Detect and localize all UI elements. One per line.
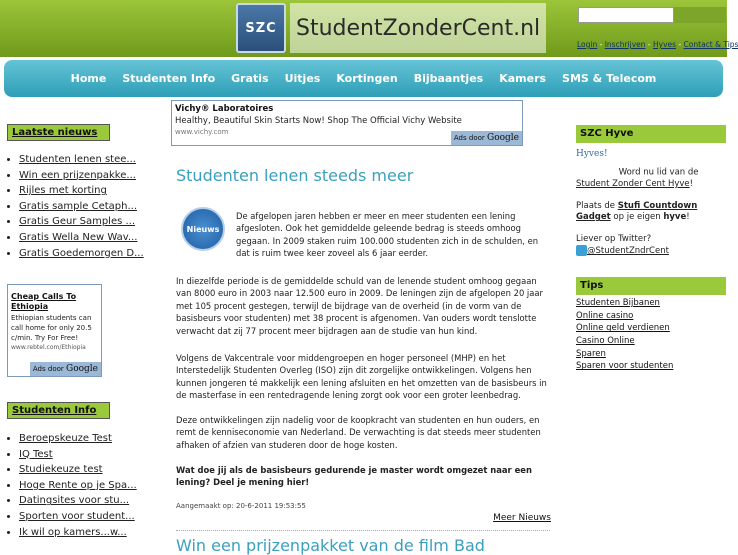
site-header [0,0,738,57]
left-ad-url[interactable]: www.rebtel.com/Ethiopia [11,344,86,351]
nav-home[interactable]: Home [70,72,107,85]
nav-bijbaantjes[interactable]: Bijbaantjes [413,72,484,85]
top-ad-title[interactable]: Vichy® Laboratoires [175,104,274,114]
list-item[interactable]: • Rijles met korting [19,183,165,199]
article-paragraph: De afgelopen jaren hebben er meer en meer studenten een lening afgesloten. Ook het gemiddelde geleende bedrag is steeds omhoog gegaan. In 2009 staken ruim 100.000 studenten zich in de schulden, en dat is ruim twee keer zoveel als 6 jaar eerder. [236,211,539,259]
gadget-link[interactable]: Stufi Countdown Gadget [576,200,698,223]
article-paragraph: In diezelfde periode is de gemiddelde schuld van de lenende student omhoog gegaan van 8000 euro in 2003 naar 12.500 euro in 2009. De leningen zijn de afgelopen 20 jaar met 105 procent gestegen, terwijl de bijdrage van de overheid (in de vorm van de basisbeurs voor studenten) met 38 procent is afgenomen. Van ouders wordt tenslotte verwacht dat zij 77 procent meer bijdragen aan de studie van hun kind. [176,276,543,336]
nav-uitjes[interactable]: Uitjes [284,72,321,85]
left-ad-title[interactable]: Cheap Calls To Ethiopia [11,292,77,311]
divider [176,530,550,531]
contact-link[interactable]: Contact & Tips [683,40,738,49]
nav-gratis[interactable]: Gratis [231,72,269,85]
list-item[interactable]: • Gratis sample Cetaph... [19,199,165,215]
nav-sms-telecom[interactable]: SMS & Telecom [562,72,657,85]
list-item[interactable]: • Ik wil op kamers...w... [19,525,137,541]
logo-text: StudentZonderCent.nl [290,3,546,53]
search-box [578,7,726,23]
twitter-icon[interactable] [576,245,587,256]
list-item[interactable]: • IQ Test [19,447,137,463]
list-item[interactable]: Sparen voor studenten [576,361,674,372]
main-article [176,166,551,555]
left-ad-text: Ethiopian students can call home for only 20.5 c/min. Try For Free! [11,314,92,342]
list-item[interactable]: • Hoge Rente op je Spa... [19,478,137,494]
list-item[interactable]: • Beroepskeuze Test [19,431,137,447]
site-logo[interactable] [236,3,546,53]
article-question[interactable]: Wat doe jij als de basisbeurs gedurende je master wordt omgezet naar een lening? Deel je mening hier! [176,465,532,488]
search-button[interactable] [674,7,726,23]
list-item[interactable]: • Gratis Goedemorgen D... [19,246,165,262]
left-ad[interactable] [7,284,102,377]
list-item[interactable]: Casino Online [576,336,635,347]
register-link[interactable]: Inschrijven [604,40,646,49]
top-ad[interactable] [171,100,523,146]
ads-by-google[interactable]: Ads door Google [451,131,522,145]
top-ad-text: Healthy, Beautiful Skin Starts Now! Shop The Official Vichy Website [175,116,462,126]
tips-list [576,297,726,373]
nav-kamers[interactable]: Kamers [499,72,547,85]
twitter-block: Liever op Twitter? @StudentZndrCent [576,233,669,257]
article-title[interactable]: Studenten lenen steeds meer [176,166,414,185]
nav-kortingen[interactable]: Kortingen [336,72,398,85]
hyves-logo-icon[interactable]: Hyves! [576,149,608,159]
right-column [576,125,726,373]
list-item[interactable]: • Studiekeuze test [19,462,137,478]
list-item[interactable]: • Sporten voor student... [19,509,137,525]
left-column [0,124,165,261]
list-item[interactable]: Online geld verdienen [576,323,670,334]
nieuws-badge-icon: Nieuws [181,207,225,251]
news-list [19,152,165,261]
hyves-link[interactable]: Hyves [653,40,677,49]
list-item[interactable]: Online casino [576,310,634,321]
list-item[interactable]: • Gratis Geur Samples ... [19,214,165,230]
list-item[interactable]: Sparen [576,348,606,359]
ads-by-google[interactable]: Ads door Google [30,362,101,376]
list-item[interactable]: • Win een prijzenpakke... [19,168,165,184]
article-timestamp: Aangemaakt op: 20-6-2011 19:53:55 [176,502,306,510]
article-paragraph: Deze ontwikkelingen zijn nadelig voor de koopkracht van studenten en hun ouders, en remt de kenniseconomie van Nederland. De verwachting is dat steeds meer studenten afhaken of afzien van studeren door de hoge kosten. [176,415,541,450]
next-article-title[interactable]: Win een prijzenpakket van de film Bad [176,536,485,555]
logo-badge: SZC [236,3,286,53]
search-input[interactable] [578,7,674,23]
gadget-block: Plaats de Stufi Countdown Gadget op je eigen hyve! [576,200,698,223]
nav-studenten-info[interactable]: Studenten Info [122,72,216,85]
more-news-link[interactable]: Meer Nieuws [493,513,551,523]
studenten-info-list [19,431,137,540]
szc-hyve-title: SZC Hyve [576,125,726,143]
list-item[interactable]: • Datingsites voor stu... [19,493,137,509]
list-item[interactable]: • Studenten lenen stee... [19,152,165,168]
hyve-block: Hyves! Word nu lid van de Student Zonder Cent Hyve! [576,149,699,189]
tips-title: Tips [576,277,726,295]
top-ad-url[interactable]: www.vichy.com [175,128,229,136]
top-links: Login - Inschrijven - Hyves - Contact & Tips [577,40,738,49]
article-paragraph: Volgens de Vakcentrale voor middengroepen en hoger personeel (MHP) en het Interstedelijk Studenten Overleg (ISO) zijn dit zorgelijke ontwikkelingen. Volgens hen kunnen jongeren té makkelijk een lening afsluiten en het omzetten van de basisbeurs in de masterfase in een rentedragende lening zorgt ook voor een groter leenbedrag. [176,353,547,401]
studenten-info-box [0,402,137,540]
twitter-link[interactable]: @StudentZndrCent [587,246,669,257]
login-link[interactable]: Login [577,40,598,49]
list-item[interactable]: • Gratis Wella New Wav... [19,230,165,246]
news-box-title[interactable]: Laatste nieuws [7,124,110,141]
hyve-link[interactable]: Student Zonder Cent Hyve [576,179,690,189]
list-item[interactable]: Studenten Bijbanen [576,297,660,308]
main-nav [4,60,723,97]
studenten-info-title[interactable]: Studenten Info [7,402,110,419]
